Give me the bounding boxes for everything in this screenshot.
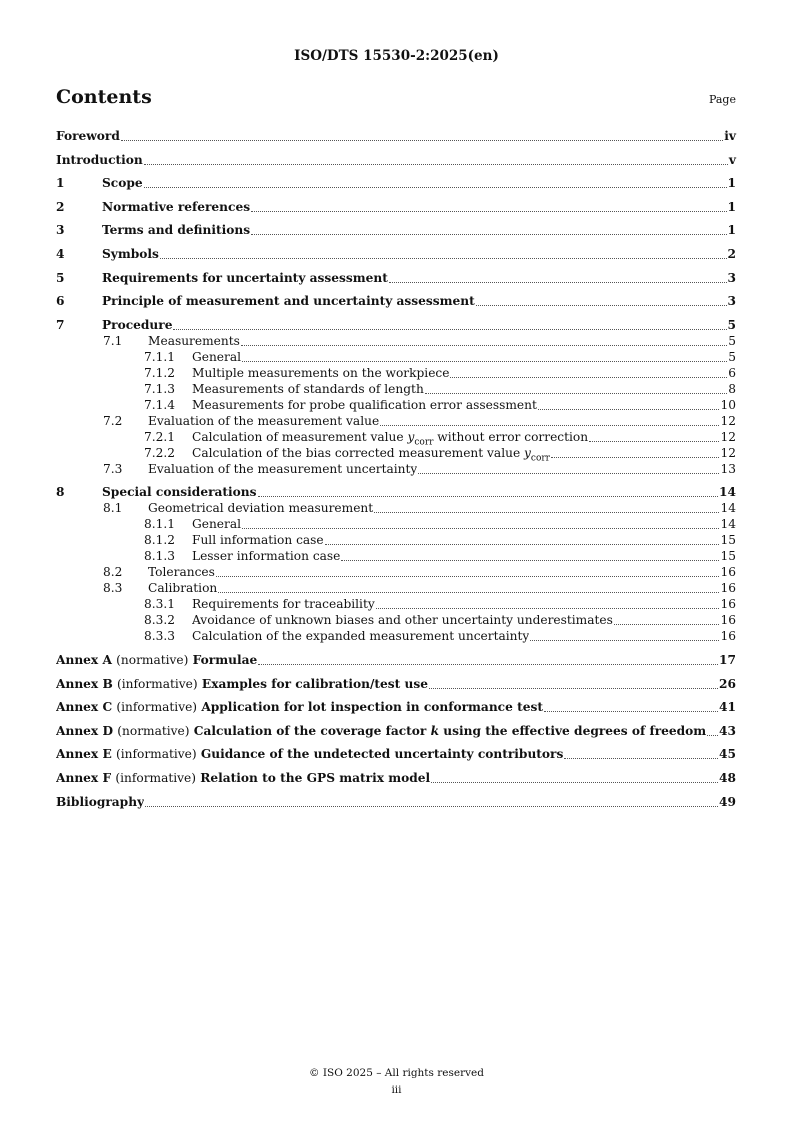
toc-title-text: Calibration [148, 581, 218, 596]
toc-entry[interactable] [56, 270, 736, 286]
toc-entry-page: 10 [720, 397, 736, 412]
toc-entry[interactable] [56, 532, 736, 548]
toc-title-text: Terms and definitions [102, 223, 251, 238]
toc-entry-page: 49 [719, 794, 736, 809]
toc-entry-page: 1 [727, 176, 736, 191]
toc-title-text: General [192, 517, 241, 532]
annex-label: Annex B [56, 676, 113, 691]
toc-entry-title [148, 564, 215, 580]
toc-entry[interactable] [56, 652, 736, 668]
toc-entry-title [148, 461, 417, 477]
toc-entry-page: 43 [719, 723, 736, 738]
dot-leader [544, 701, 718, 712]
toc-entry[interactable] [56, 349, 736, 365]
toc-entry[interactable] [56, 580, 736, 596]
toc-entry-page: 41 [719, 700, 736, 715]
toc-entry-number: 7.1.3 [144, 381, 176, 396]
toc-title-text: Avoidance of unknown biases and other uncertainty underestimates [192, 613, 613, 628]
toc-title-text: Symbols [102, 246, 159, 261]
toc-entry-number: 8 [56, 485, 65, 500]
math-subscript: corr [530, 453, 550, 464]
toc-entry[interactable] [56, 548, 736, 564]
toc-entry-number: 7.1.2 [144, 365, 176, 380]
toc-entry-title [148, 580, 217, 596]
annex-kind: (informative) [116, 700, 198, 715]
dot-leader [251, 224, 726, 235]
dot-leader [325, 534, 720, 545]
toc-entry[interactable] [56, 746, 736, 762]
toc-title-text: Principle of measurement and uncertainty assessment [102, 294, 475, 309]
toc-entry-page: 16 [720, 581, 736, 596]
annex-label: Annex D [56, 723, 114, 738]
annex-kind: (informative) [117, 676, 198, 691]
toc-entry-title [192, 397, 537, 413]
toc-entry-title [102, 222, 250, 238]
toc-entry-page: 12 [720, 445, 736, 460]
toc-title-text: Measurements [148, 333, 240, 348]
toc-entry-number: 1 [56, 176, 65, 191]
toc-title-text: Full information case [192, 533, 324, 548]
toc-title-text: without error correction [433, 429, 589, 444]
toc-entry[interactable] [56, 500, 736, 516]
toc-entry-number: 8.2 [103, 565, 123, 580]
toc-entry-number: 4 [56, 246, 65, 261]
dot-leader [425, 383, 727, 394]
dot-leader [431, 772, 718, 783]
toc-title-text: Calculation of measurement value [192, 429, 408, 444]
toc-entry-number: 2 [56, 199, 65, 214]
toc-title-text: Foreword [56, 129, 120, 143]
toc-entry-number: 8.1.2 [144, 533, 176, 548]
annex-label: Annex F [56, 770, 112, 785]
toc-entry[interactable] [56, 564, 736, 580]
toc-entry-number: 8.1.1 [144, 517, 176, 532]
toc-title-text: Relation to the GPS matrix model [200, 770, 431, 785]
toc-entry-title [192, 532, 324, 548]
toc-entry[interactable] [56, 445, 736, 464]
toc-entry-number: 8.3.1 [144, 597, 176, 612]
annex-label: Annex A [56, 652, 112, 667]
toc-entry-number: 7 [56, 317, 65, 332]
toc-entry-page: 8 [728, 381, 736, 396]
dot-leader [218, 582, 719, 593]
toc-title-text: using the effective degrees of freedom [439, 723, 707, 738]
toc-entry-number: 7.1 [103, 333, 123, 348]
toc-title-text: Application for lot inspection in conformance test [201, 700, 543, 715]
toc-entry-title [102, 293, 475, 309]
toc-entry-title [56, 128, 120, 144]
toc-title-text: Geometrical deviation measurement [148, 501, 374, 516]
dot-leader [216, 566, 720, 577]
toc-entry-title [102, 270, 388, 286]
toc-entry-title [56, 652, 257, 668]
toc-entry-title [56, 770, 430, 786]
toc-entry[interactable] [56, 676, 736, 692]
toc-title-text: Calculation of the bias corrected measurement value [192, 445, 525, 460]
toc-entry[interactable] [56, 461, 736, 477]
annex-kind: (normative) [117, 723, 190, 738]
toc-entry-number: 8.1 [103, 501, 123, 516]
toc-title-text: Tolerances [148, 565, 215, 580]
toc-entry[interactable] [56, 175, 736, 191]
dot-leader [707, 725, 718, 736]
toc-title-text: Normative references [102, 199, 251, 214]
toc-entry-page: v [728, 152, 736, 167]
dot-leader [376, 598, 720, 609]
toc-entry-page: 48 [719, 770, 736, 785]
dot-leader [173, 319, 726, 330]
toc-entry-title [56, 152, 143, 168]
dot-leader [258, 486, 719, 497]
toc-entry-page: 3 [727, 294, 736, 309]
toc-entry-page: 45 [719, 747, 736, 762]
toc-entry[interactable] [56, 794, 736, 810]
math-subscript: corr [414, 437, 434, 448]
toc-entry-page: 17 [719, 652, 736, 667]
dot-leader [380, 415, 719, 426]
toc-title-text: Guidance of the undetected uncertainty contributors [200, 747, 564, 762]
toc-title-text: Requirements for traceability [192, 597, 375, 612]
toc-title-text: Examples for calibration/test use [201, 676, 429, 691]
toc-entry[interactable] [56, 293, 736, 309]
toc-entry-number: 8.3.2 [144, 613, 176, 628]
toc-entry[interactable] [56, 429, 736, 448]
toc-entry-page: 12 [720, 429, 736, 444]
toc-entry[interactable] [56, 628, 736, 644]
toc-entry[interactable] [56, 612, 736, 628]
toc-entry-title [192, 349, 241, 365]
math-variable: y [524, 445, 531, 460]
toc-title-text: Formulae [192, 652, 258, 667]
toc-entry-title [56, 723, 706, 739]
toc-entry-number: 7.2.2 [144, 445, 176, 460]
dot-leader [374, 502, 719, 513]
toc-entry-title [192, 612, 613, 628]
toc-entry-page: 16 [720, 565, 736, 580]
dot-leader [241, 335, 727, 346]
dot-leader [418, 463, 719, 474]
toc-entry-title [192, 365, 449, 381]
toc-entry-number: 7.1.4 [144, 397, 176, 412]
toc-entry-page: 16 [720, 629, 736, 644]
toc-entry-title [192, 596, 375, 612]
toc-entry[interactable] [56, 397, 736, 413]
dot-leader [242, 518, 719, 529]
toc-entry[interactable] [56, 152, 736, 168]
toc-entry-number: 7.2 [103, 413, 123, 428]
toc-entry-page: 3 [727, 270, 736, 285]
annex-kind: (informative) [115, 747, 197, 762]
table-of-contents [56, 128, 736, 810]
dot-leader [121, 130, 723, 141]
toc-title-text: Procedure [102, 317, 173, 332]
toc-entry-title [56, 794, 144, 810]
toc-entry-page: iv [724, 129, 736, 143]
toc-entry[interactable] [56, 222, 736, 238]
toc-title-text: Bibliography [56, 794, 145, 809]
toc-entry-page: 26 [719, 676, 736, 691]
dot-leader [251, 201, 726, 212]
toc-entry-number: 3 [56, 223, 65, 238]
toc-title-text: Calculation of the coverage factor [193, 723, 431, 738]
toc-entry-page: 14 [720, 501, 736, 516]
toc-entry-page: 13 [720, 461, 736, 476]
toc-entry-page: 2 [727, 246, 736, 261]
toc-title-text: Evaluation of the measurement value [148, 413, 380, 428]
math-variable: y [407, 429, 415, 444]
toc-title-text: Evaluation of the measurement uncertainty [148, 461, 418, 476]
toc-title-text: Multiple measurements on the workpiece [192, 365, 450, 380]
toc-entry-title [56, 676, 428, 692]
toc-title-text: General [192, 349, 241, 364]
toc-entry-page: 5 [728, 349, 736, 364]
dot-leader [564, 748, 718, 759]
annex-kind: (informative) [115, 770, 196, 785]
toc-entry-number: 6 [56, 294, 65, 309]
toc-entry-title [192, 628, 529, 644]
dot-leader [538, 399, 720, 410]
page-number: iii [391, 1084, 402, 1096]
toc-entry-number: 8.1.3 [144, 549, 176, 564]
dot-leader [450, 367, 727, 378]
toc-entry[interactable] [56, 365, 736, 381]
toc-entry-title [148, 500, 373, 516]
copyright-notice: © ISO 2025 – All rights reserved [309, 1067, 484, 1079]
toc-entry-number: 8.3.3 [144, 629, 176, 644]
dot-leader [144, 154, 728, 165]
toc-entry-page: 16 [720, 613, 736, 628]
toc-entry[interactable] [56, 596, 736, 612]
dot-leader [476, 295, 727, 306]
dot-leader [242, 351, 727, 362]
toc-entry-title [102, 317, 172, 333]
contents-title: Contents [56, 86, 152, 108]
toc-entry-page: 6 [728, 365, 736, 380]
page-column-label: Page [708, 93, 736, 106]
toc-entry[interactable] [56, 770, 736, 786]
toc-title-text: Measurements for probe qualification error assessment [192, 397, 537, 412]
toc-entry-page: 5 [728, 333, 736, 348]
toc-entry-number: 8.3 [103, 581, 123, 596]
toc-entry[interactable] [56, 381, 736, 397]
toc-entry-number: 5 [56, 270, 65, 285]
toc-title-text: Introduction [56, 152, 143, 167]
toc-entry-page: 14 [719, 485, 736, 500]
toc-entry-page: 5 [727, 317, 736, 332]
toc-entry-number: 7.1.1 [144, 349, 176, 364]
toc-title-text: Calculation of the expanded measurement uncertainty [192, 629, 530, 644]
toc-entry-number: 7.3 [103, 461, 123, 476]
dot-leader [530, 630, 719, 641]
annex-label: Annex C [56, 700, 113, 715]
toc-entry[interactable] [56, 246, 736, 262]
toc-title-text: Lesser information case [192, 549, 341, 564]
math-variable: k [430, 723, 440, 738]
toc-entry-number: 7.2.1 [144, 429, 176, 444]
toc-title-text: Measurements of standards of length [192, 381, 424, 396]
toc-entry-page: 15 [720, 549, 736, 564]
toc-entry[interactable] [56, 317, 736, 333]
toc-entry-title [102, 199, 250, 215]
toc-entry-title [192, 516, 241, 532]
toc-entry[interactable] [56, 723, 736, 739]
dot-leader [589, 431, 719, 442]
toc-title-text: Scope [102, 176, 143, 191]
toc-entry-title [102, 484, 257, 500]
toc-entry-title [56, 746, 563, 762]
dot-leader [551, 447, 719, 458]
toc-entry[interactable] [56, 128, 736, 144]
toc-entry-page: 1 [727, 223, 736, 238]
dot-leader [144, 177, 727, 188]
toc-title-text: Special considerations [102, 485, 257, 500]
toc-entry-title [102, 246, 159, 262]
toc-entry[interactable] [56, 484, 736, 500]
toc-entry[interactable] [56, 333, 736, 349]
toc-title-text: Requirements for uncertainty assessment [102, 270, 388, 285]
toc-entry-title [148, 413, 379, 429]
toc-entry[interactable] [56, 699, 736, 715]
toc-entry-title [192, 548, 340, 564]
toc-entry-title [56, 699, 543, 715]
toc-entry-page: 16 [720, 597, 736, 612]
dot-leader [258, 654, 718, 665]
toc-entry-page: 1 [727, 199, 736, 214]
dot-leader [341, 550, 719, 561]
toc-entry-title [192, 381, 424, 397]
toc-entry-title [102, 175, 143, 191]
dot-leader [614, 614, 720, 625]
toc-entry[interactable] [56, 516, 736, 532]
dot-leader [429, 678, 718, 689]
document-id: ISO/DTS 15530-2:2025(en) [294, 48, 499, 64]
dot-leader [389, 272, 727, 283]
dot-leader [160, 248, 727, 259]
dot-leader [145, 796, 718, 807]
toc-entry[interactable] [56, 413, 736, 429]
toc-entry-page: 14 [720, 517, 736, 532]
annex-kind: (normative) [116, 652, 189, 667]
toc-entry-page: 12 [720, 413, 736, 428]
toc-entry[interactable] [56, 199, 736, 215]
toc-entry-title [148, 333, 240, 349]
toc-entry-page: 15 [720, 533, 736, 548]
annex-label: Annex E [56, 747, 112, 762]
